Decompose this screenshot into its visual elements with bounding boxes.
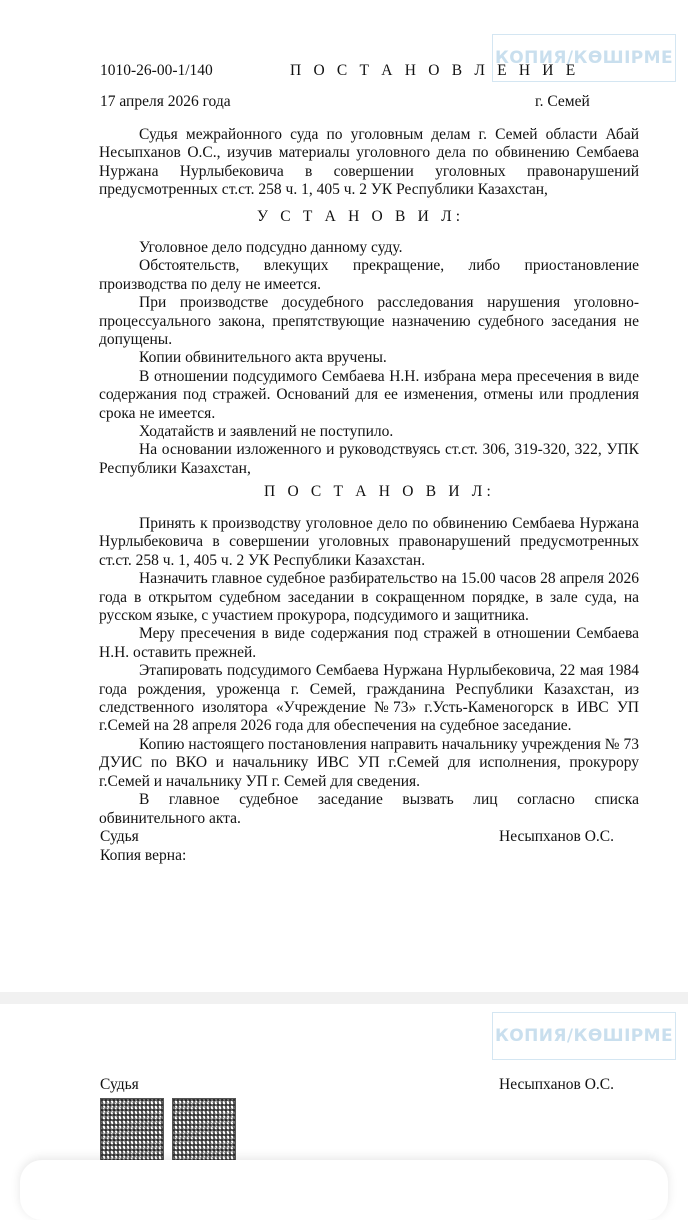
paragraph: Принять к производству уголовное дело по обвинению Сембаева Нуржана Нурлыбековича в совершении уголовных правонарушений предусмотренных ст.ст. 258 ч. 1, 405 ч. 2 УК Республики Казахстан. <box>99 515 639 569</box>
paragraph: Обстоятельств, влекущих прекращение, либо приостановление производства по делу не имеется. <box>99 257 639 293</box>
paragraph: Назначить главное судебное разбирательство на 15.00 часов 28 апреля 2026 года в открытом судебном заседании в сокращенном порядке, в зале суда, на русском языке, с участием прокурора, подсудимого и защитника. <box>99 570 639 625</box>
intro-paragraph-block <box>99 126 639 200</box>
document-city: г. Семей <box>535 93 590 110</box>
paragraph: В отношении подсудимого Сембаева Н.Н. избрана мера пресечения в виде содержания под стражей. Оснований для ее изменения, отмены или продления срока не имеется. <box>99 367 639 422</box>
document-number: 1010-26-00-1/140 <box>100 62 213 79</box>
paragraph: На основании изложенного и руководствуясь ст.ст. 306, 319-320, 322, УПК Республики Казахстан, <box>99 441 639 477</box>
section-title-postanovil: П О С Т А Н О В И Л: <box>264 483 496 500</box>
paragraph: Уголовное дело подсудно данному суду. <box>139 239 403 256</box>
paragraph: Меру пресечения в виде содержания под стражей в отношении Сембаева Н.Н. оставить прежней. <box>99 625 639 661</box>
paragraph: Ходатайств и заявлений не поступило. <box>139 423 394 441</box>
paragraph: При производстве досудебного расследования нарушения уголовно-процессуального закона, препятствующие назначению судебного заседания не допущены. <box>99 294 639 349</box>
copy-stamp-page-2: КОПИЯ/КӨШІРМЕ <box>492 1012 676 1060</box>
page2-judge-label: Судья <box>100 1076 139 1093</box>
intro-paragraph: Судья межрайонного суда по уголовным делам г. Семей области Абай Несыпханов О.С., изучив материалы уголовного дела по обвинению Сембаева Нуржана Нурлыбековича в совершении уголовных правонарушений предусмотренных ст.ст. 258 ч. 1, 405 ч. 2 УК Республики Казахстан, <box>99 126 639 199</box>
section-postanovil-body <box>99 515 639 828</box>
qr-code-icon <box>100 1098 164 1162</box>
page2-judge-name: Несыпханов О.С. <box>499 1076 614 1093</box>
document-date: 17 апреля 2026 года <box>100 93 231 110</box>
copy-certified-label: Копия верна: <box>100 847 187 864</box>
document-title: П О С Т А Н О В Л Е Н И Е <box>290 62 580 79</box>
judge-label: Судья <box>100 828 139 845</box>
judge-name: Несыпханов О.С. <box>499 828 614 845</box>
paragraph: В главное судебное заседание вызвать лиц согласно списка обвинительного акта. <box>99 791 639 827</box>
section-ustanovil-body <box>99 239 639 478</box>
paragraph: Копии обвинительного акта вручены. <box>139 349 387 367</box>
paragraph: Этапировать подсудимого Сембаева Нуржана Нурлыбековича, 22 мая 1984 года рождения, уроженца г. Семей, гражданина Республики Казахстан, из следственного изолятора «Учреждение №73» г.Усть-Каменогорск в ИВС УП г.Семей на 28 апреля 2026 года для обеспечения на судебное заседание. <box>99 662 639 735</box>
paragraph: Копию настоящего постановления направить начальнику учреждения № 73 ДУИС по ВКО и начальнику ИВС УП г.Семей для исполнения, прокурору г.Семей и начальнику УП г. Семей для сведения. <box>99 735 639 790</box>
qr-code-icon <box>172 1098 236 1162</box>
section-title-ustanovil: У С Т А Н О В И Л: <box>257 208 465 225</box>
page-separator <box>0 992 688 1004</box>
bottom-sheet-handle[interactable] <box>20 1160 668 1220</box>
copy-stamp: КОПИЯ/КӨШІРМЕ <box>492 34 676 82</box>
